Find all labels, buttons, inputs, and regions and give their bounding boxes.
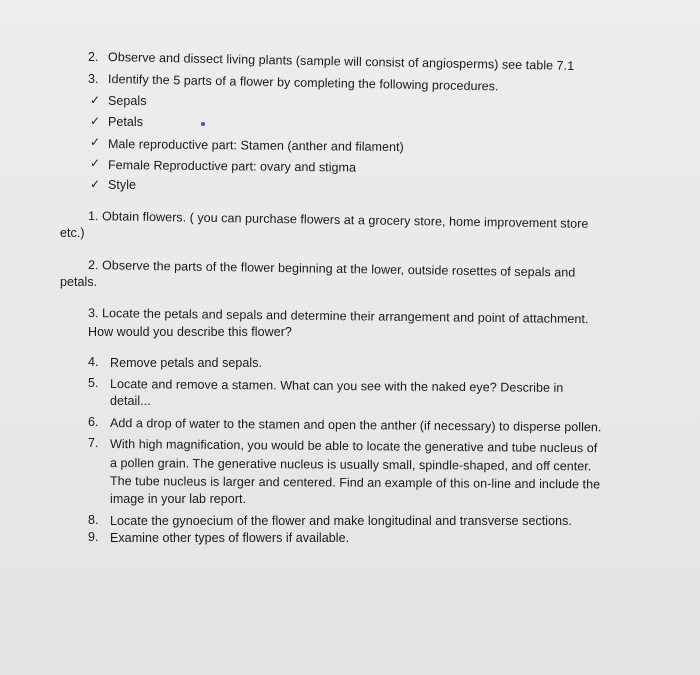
step-text: 1. Obtain flowers. ( you can purchase flowers at a grocery store, home improvement store [87, 209, 589, 231]
part-item: Sepals [108, 94, 147, 108]
item-text: Identify the 5 parts of a flower by completing the following procedures. [107, 72, 499, 94]
procedure-number: 7. [88, 436, 99, 450]
part-item: Female Reproductive part: ovary and stigma [107, 158, 357, 175]
procedure-number: 5. [88, 376, 99, 390]
part-item: Petals [108, 115, 144, 129]
procedure-number: 8. [88, 513, 99, 527]
procedure-text: detail... [110, 394, 151, 408]
procedure-text: The tube nucleus is larger and centered. Find an example of this on-line and include the [109, 474, 601, 492]
step-text: etc.) [60, 226, 85, 240]
checkmark-icon: ✓ [90, 177, 101, 191]
item-number: 2. [88, 50, 99, 64]
procedure-number: 9. [88, 530, 99, 544]
item-number: 3. [88, 72, 99, 86]
checkmark-icon: ✓ [90, 93, 101, 107]
procedure-text: Remove petals and sepals. [110, 356, 263, 370]
procedure-text: Locate and remove a stamen. What can you see with the naked eye? Describe in [109, 377, 564, 395]
procedure-number: 6. [88, 415, 99, 429]
checkmark-icon: ✓ [90, 114, 101, 128]
procedure-text: Locate the gynoecium of the flower and make longitudinal and transverse sections. [110, 514, 572, 528]
step-text: 2. Observe the parts of the flower beginning at the lower, outside rosettes of sepals and [87, 258, 576, 280]
procedure-text: Examine other types of flowers if available. [110, 531, 350, 545]
item-text: Observe and dissect living plants (sample will consist of angiosperms) see table 7.1 [107, 50, 575, 73]
checkmark-icon: ✓ [90, 135, 101, 149]
step-text: 3. Locate the petals and sepals and determine their arrangement and point of attachment. [87, 306, 589, 327]
procedure-text: Add a drop of water to the stamen and open the anther (if necessary) to disperse pollen. [109, 416, 602, 435]
part-item: Male reproductive part: Stamen (anther and filament) [107, 137, 404, 155]
step-text: How would you describe this flower? [88, 325, 292, 339]
bullet-dot-icon [201, 122, 205, 126]
procedure-text: With high magnification, you would be able to locate the generative and tube nucleus of [109, 437, 598, 456]
procedure-text: a pollen grain. The generative nucleus is usually small, spindle-shaped, and off center. [109, 456, 592, 474]
checkmark-icon: ✓ [90, 156, 101, 170]
part-item: Style [108, 178, 137, 192]
step-text: petals. [60, 275, 98, 289]
procedure-text: image in your lab report. [110, 492, 247, 506]
procedure-number: 4. [88, 355, 99, 369]
